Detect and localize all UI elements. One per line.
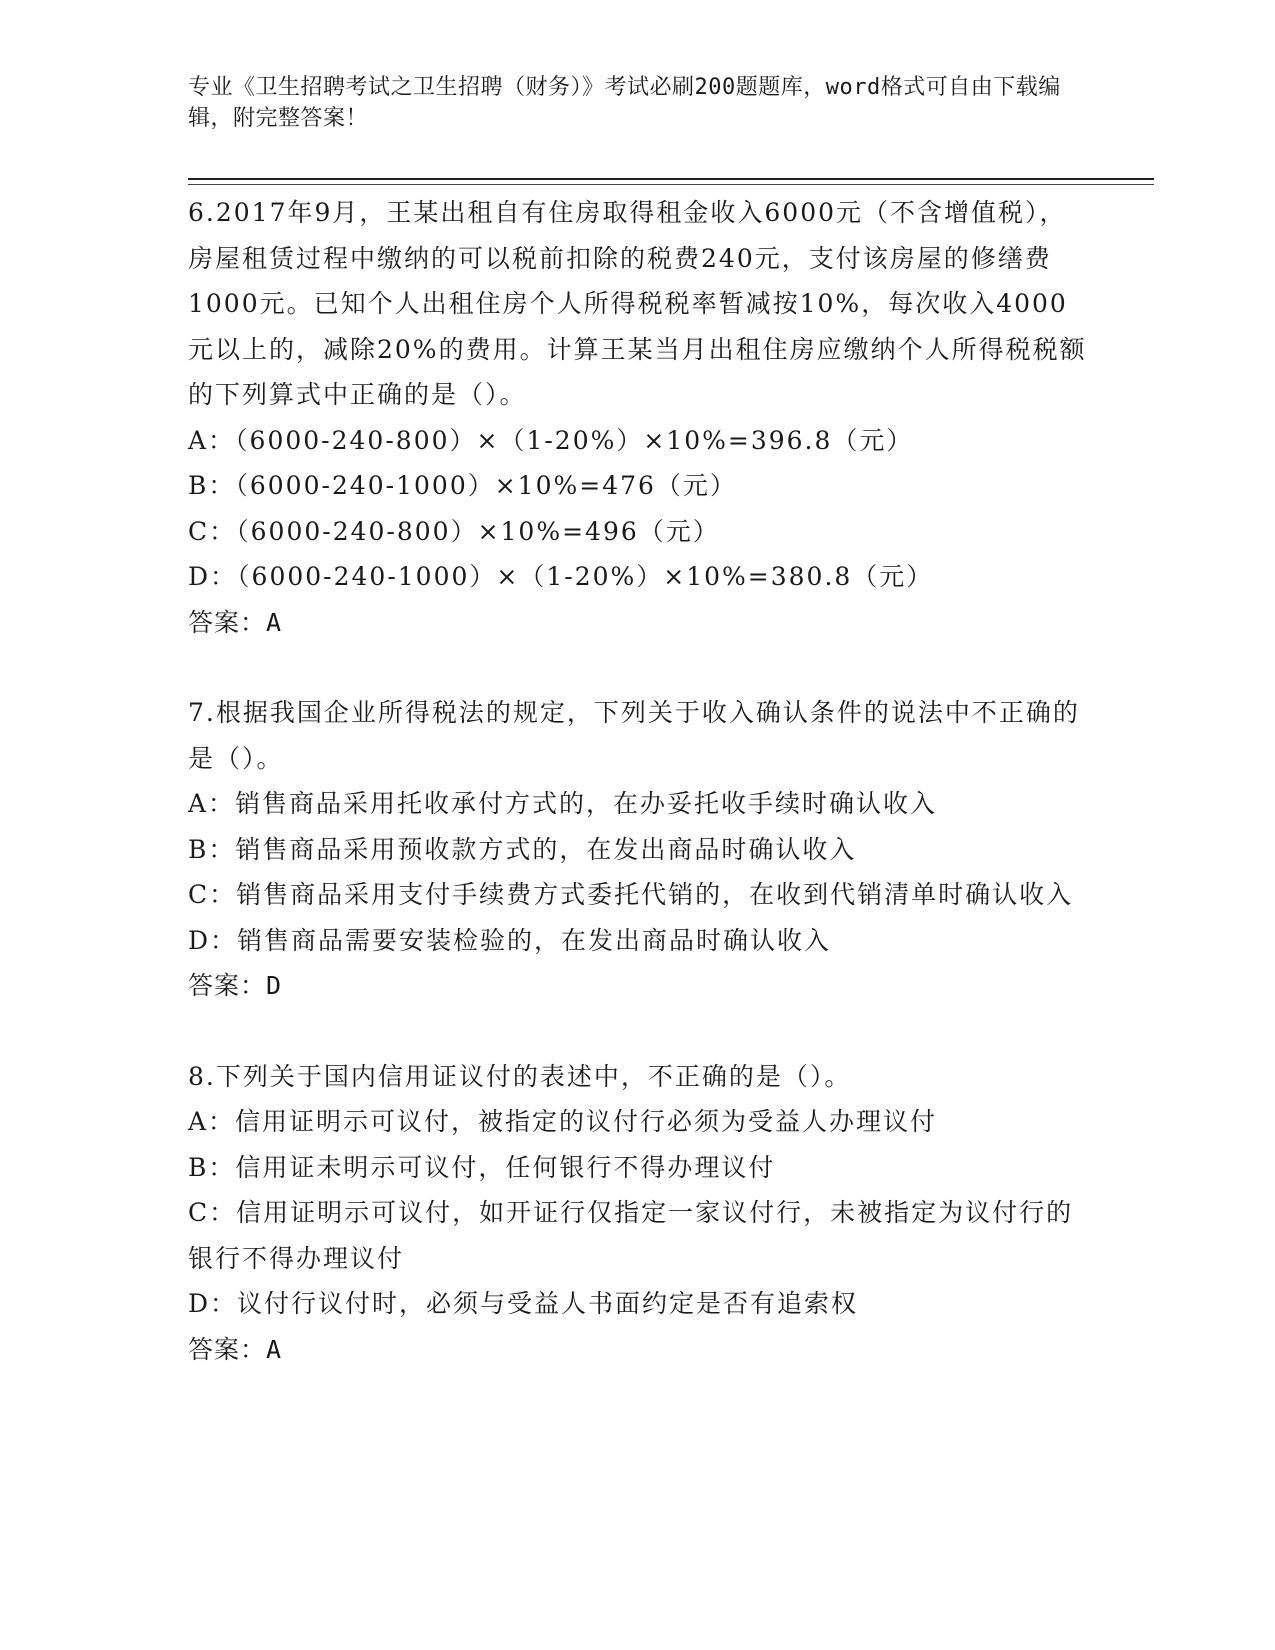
option-d: D：销售商品需要安装检验的，在发出商品时确认收入: [188, 925, 832, 955]
option-a: A：信用证明示可议付，被指定的议付行必须为受益人办理议付: [188, 1107, 938, 1136]
question-list: [188, 190, 1088, 1372]
option-a: A：销售商品采用托收承付方式的，在办妥托收手续时确认收入: [188, 789, 938, 818]
question-stem: 8.下列关于国内信用证议付的表述中，不正确的是（）。: [188, 1061, 852, 1091]
document-header: 专业《卫生招聘考试之卫生招聘（财务）》考试必刷200题题库，word格式可自由下载编辑，附完整答案！: [188, 75, 1061, 131]
question-spacer: [188, 1009, 1088, 1054]
option-b: B：销售商品采用预收款方式的，在发出商品时确认收入: [188, 834, 857, 864]
option-c: C：（6000-240-800）×10%=496（元）: [188, 516, 720, 546]
header-divider-thick: [188, 178, 1154, 180]
question-stem: 7.根据我国企业所得税法的规定，下列关于收入确认条件的说法中不正确的是（）。: [188, 698, 1080, 773]
question-stem: 6.2017年9月，王某出租自有住房取得租金收入6000元（不含增值税），房屋租赁过程中缴纳的可以税前扣除的税费240元，支付该房屋的修缮费1000元。已知个人出租住房个人所得税税率暂减按10%，每次收入4000元以上的，减除20%的费用。计算王某当月出租住房应缴纳个人所得税税额的下列算式中正确的是（）。: [188, 198, 1087, 409]
option-c: C：信用证明示可议付，如开证行仅指定一家议付行，未被指定为议付行的银行不得办理议付: [188, 1198, 1074, 1273]
answer-line: 答案：A: [188, 1334, 283, 1364]
option-b: B：（6000-240-1000）×10%=476（元）: [188, 471, 737, 500]
option-a: A：（6000-240-800）×（1-20%）×10%=396.8（元）: [188, 425, 914, 455]
answer-line: 答案：A: [188, 607, 283, 637]
question-6: [188, 190, 1088, 645]
option-c: C：销售商品采用支付手续费方式委托代销的，在收到代销清单时确认收入: [188, 880, 1074, 909]
option-b: B：信用证未明示可议付，任何银行不得办理议付: [188, 1152, 776, 1182]
question-8: [188, 1054, 1088, 1373]
option-d: D：（6000-240-1000）×（1-20%）×10%=380.8（元）: [188, 562, 934, 591]
option-d: D：议付行议付时，必须与受益人书面约定是否有追索权: [188, 1289, 859, 1318]
question-7: [188, 690, 1088, 1009]
answer-line: 答案：D: [188, 971, 283, 1000]
header-divider-thin: [188, 184, 1154, 185]
question-spacer: [188, 645, 1088, 690]
